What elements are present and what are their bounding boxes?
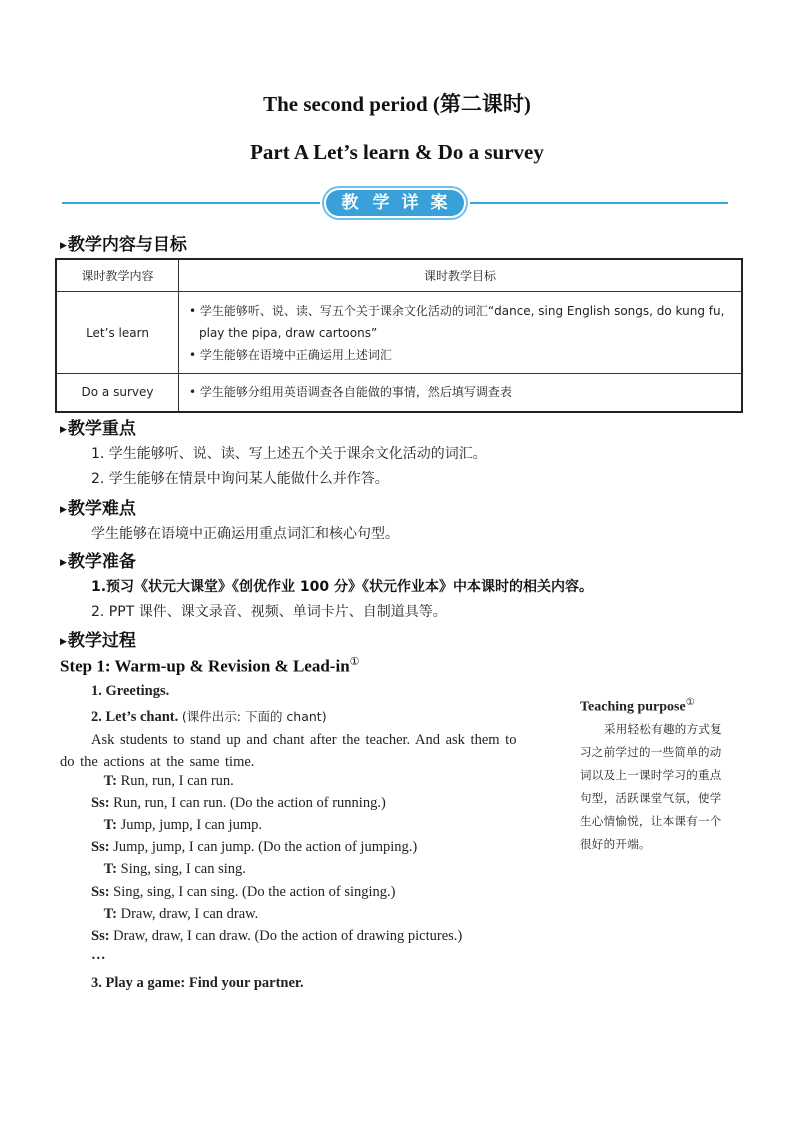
teaching-purpose-text: 采用轻松有趣的方式复 习之前学过的一些简单的动 词以及上一课时学习的重点 句型，活跃课堂气氛，使学 生心情愉悦，让本课有一个 很好的开端。	[580, 721, 722, 851]
goal-item: • 学生能够听、说、读、写五个关于课余文化活动的词汇“dance, sing English songs, do kung fu, play the pipa, draw cartoons”	[189, 303, 725, 340]
page-title: The second period (第二课时)	[263, 92, 531, 116]
step-item: 1. Greetings.	[91, 683, 170, 699]
step-item: 2. Let’s chant. (课件出示: 下面的 chant)	[91, 709, 327, 725]
dialogue-line: T: Sing, sing, I can sing.	[103, 861, 246, 877]
table-row	[56, 374, 742, 412]
banner-char: 案	[430, 193, 448, 213]
preparation-item: 2. PPT 课件、课文录音、视频、单词卡片、自制道具等。	[91, 604, 447, 620]
dialogue-line: Ss: Jump, jump, I can jump. (Do the action of jumping.)	[91, 839, 418, 855]
section-heading-difficulties: ▶教学难点	[60, 499, 136, 519]
triangle-marker-icon: ▶	[60, 241, 67, 251]
goals-table	[55, 258, 743, 413]
section-heading-preparation: ▶教学准备	[60, 552, 136, 572]
instruction-paragraph: Ask students to stand up and chant after the teacher. And ask them to do the actions at the same time.	[60, 732, 517, 770]
banner-char: 详	[401, 193, 419, 213]
key-point-item: 1. 学生能够听、说、读、写上述五个关于课余文化活动的词汇。	[91, 446, 487, 462]
preparation-item: 1.预习《状元大课堂》《创优作业 100 分》《状元作业本》中本课时的相关内容。	[91, 579, 594, 595]
dialogue-line: T: Draw, draw, I can draw.	[103, 906, 259, 922]
section-heading-content-goals: ▶教学内容与目标	[60, 235, 187, 255]
key-point-item: 2. 学生能够在情景中询问某人能做什么并作答。	[91, 471, 389, 487]
section-heading-process: ▶教学过程	[60, 631, 136, 651]
table-cell-content: Let’s learn	[56, 292, 179, 374]
step-heading: Step 1: Warm-up & Revision & Lead-in①	[60, 656, 360, 676]
dialogue-line: Ss: Draw, draw, I can draw. (Do the action of drawing pictures.)	[91, 928, 463, 944]
dialogue-line: Ss: Sing, sing, I can sing. (Do the action of singing.)	[91, 884, 396, 900]
teaching-purpose-title: Teaching purpose①	[580, 697, 695, 715]
dialogue-line: T: Run, run, I can run.	[103, 773, 234, 789]
banner-line-left	[62, 202, 320, 204]
section-heading-key-points: ▶教学重点	[60, 419, 136, 439]
table-cell-content: Do a survey	[56, 374, 179, 412]
banner-line-right	[470, 202, 728, 204]
table-row	[56, 292, 742, 374]
table-cell-goals	[179, 374, 743, 412]
goal-item: • 学生能够分组用英语调查各自能做的事情，然后填写调查表	[189, 385, 512, 400]
section-banner	[326, 190, 464, 216]
table-header-cell: 课时教学内容	[56, 259, 179, 292]
teaching-purpose-note	[580, 697, 750, 856]
triangle-marker-icon: ▶	[60, 425, 67, 435]
ellipsis: …	[91, 947, 106, 963]
triangle-marker-icon: ▶	[60, 558, 67, 568]
step-item: 3. Play a game: Find your partner.	[91, 975, 304, 991]
table-header-row	[56, 259, 742, 292]
page-subtitle: Part A Let’s learn & Do a survey	[250, 140, 544, 164]
goal-item: • 学生能够在语境中正确运用上述词汇	[189, 347, 392, 362]
banner-char: 教	[341, 193, 359, 213]
banner-char: 学	[372, 193, 390, 213]
table-header-cell: 课时教学目标	[179, 259, 743, 292]
difficulty-item: 学生能够在语境中正确运用重点词汇和核心句型。	[91, 526, 399, 542]
footnote-mark: ①	[349, 656, 360, 668]
table-cell-goals	[179, 292, 743, 374]
triangle-marker-icon: ▶	[60, 637, 67, 647]
dialogue-line: T: Jump, jump, I can jump.	[103, 817, 262, 833]
triangle-marker-icon: ▶	[60, 505, 67, 515]
dialogue-line: Ss: Run, run, I can run. (Do the action of running.)	[91, 795, 386, 811]
